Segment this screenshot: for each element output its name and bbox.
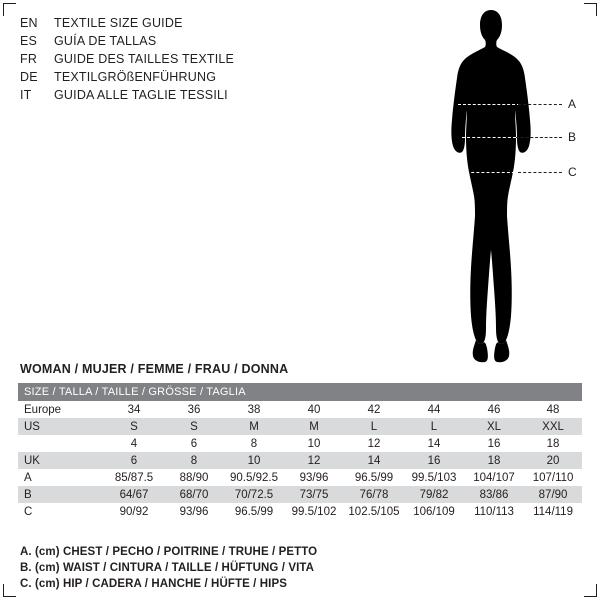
measure-label-c: C xyxy=(568,165,577,179)
table-row xyxy=(18,486,582,503)
legend-note-a: A. (cm) CHEST / PECHO / POITRINE / TRUHE / PETTO xyxy=(20,546,318,558)
cell: 64/67 xyxy=(104,486,164,503)
language-text-de: TEXTILGRÖßENFÜHRUNG xyxy=(54,70,217,84)
language-row-it xyxy=(20,86,320,104)
language-code-fr: FR xyxy=(20,52,38,66)
row-label: Europe xyxy=(18,401,104,418)
cell: 99.5/103 xyxy=(404,469,464,486)
language-text-es: GUÍA DE TALLAS xyxy=(54,34,157,48)
table-row xyxy=(18,435,582,452)
row-label: A xyxy=(18,469,104,486)
row-label: UK xyxy=(18,452,104,469)
table-header-row xyxy=(18,383,582,401)
cell: S xyxy=(104,418,164,435)
corner-mark-bottom-left xyxy=(3,584,16,597)
language-title-list xyxy=(20,14,320,104)
language-code-en: EN xyxy=(20,16,38,30)
cell: L xyxy=(344,418,404,435)
cell: 102.5/105 xyxy=(344,503,404,520)
corner-mark-top-left xyxy=(3,3,16,16)
cell: 40 xyxy=(284,401,344,418)
cell: 8 xyxy=(164,452,224,469)
hip-measure-line xyxy=(456,172,520,173)
table-row xyxy=(18,452,582,469)
cell: 12 xyxy=(284,452,344,469)
cell: 16 xyxy=(404,452,464,469)
table-header-label: SIZE / TALLA / TAILLE / GRÖSSE / TAGLIA xyxy=(18,383,582,401)
cell: 68/70 xyxy=(164,486,224,503)
cell: 46 xyxy=(464,401,524,418)
cell: 79/82 xyxy=(404,486,464,503)
cell: 96.5/99 xyxy=(224,503,284,520)
cell: 4 xyxy=(104,435,164,452)
cell: 114/119 xyxy=(524,503,582,520)
cell: 87/90 xyxy=(524,486,582,503)
measure-label-a: A xyxy=(568,97,577,111)
cell: 106/109 xyxy=(404,503,464,520)
cell: 76/78 xyxy=(344,486,404,503)
measure-label-b: B xyxy=(568,130,577,144)
cell: 16 xyxy=(464,435,524,452)
cell: 83/86 xyxy=(464,486,524,503)
cell: 18 xyxy=(524,435,582,452)
cell: S xyxy=(164,418,224,435)
cell: 12 xyxy=(344,435,404,452)
row-label xyxy=(18,435,104,452)
cell: 8 xyxy=(224,435,284,452)
cell: 73/75 xyxy=(284,486,344,503)
cell: 88/90 xyxy=(164,469,224,486)
cell: M xyxy=(224,418,284,435)
row-label: US xyxy=(18,418,104,435)
cell: 107/110 xyxy=(524,469,582,486)
cell: 6 xyxy=(164,435,224,452)
cell: 6 xyxy=(104,452,164,469)
cell: 10 xyxy=(224,452,284,469)
cell: XXL xyxy=(524,418,582,435)
language-row-en xyxy=(20,14,320,32)
cell: 70/72.5 xyxy=(224,486,284,503)
cell: 20 xyxy=(524,452,582,469)
legend-note-c: C. (cm) HIP / CADERA / HANCHE / HÜFTE / HIPS xyxy=(20,578,288,590)
language-row-de xyxy=(20,68,320,86)
cell: L xyxy=(404,418,464,435)
section-heading-woman: WOMAN / MUJER / FEMME / FRAU / DONNA xyxy=(20,362,289,376)
table-row xyxy=(18,503,582,520)
language-row-fr xyxy=(20,50,320,68)
row-label: C xyxy=(18,503,104,520)
row-label: B xyxy=(18,486,104,503)
cell: 104/107 xyxy=(464,469,524,486)
cell: 38 xyxy=(224,401,284,418)
language-text-en: TEXTILE SIZE GUIDE xyxy=(54,16,183,30)
cell: 18 xyxy=(464,452,524,469)
language-row-es xyxy=(20,32,320,50)
language-text-it: GUIDA ALLE TAGLIE TESSILI xyxy=(54,88,228,102)
female-silhouette-icon xyxy=(436,6,546,376)
cell: 48 xyxy=(524,401,582,418)
cell: 96.5/99 xyxy=(344,469,404,486)
size-table xyxy=(18,383,582,520)
cell: 44 xyxy=(404,401,464,418)
cell: 36 xyxy=(164,401,224,418)
cell: 85/87.5 xyxy=(104,469,164,486)
cell: 93/96 xyxy=(284,469,344,486)
cell: 90.5/92.5 xyxy=(224,469,284,486)
language-code-de: DE xyxy=(20,70,38,84)
waist-leader-line xyxy=(516,137,562,138)
hip-leader-line xyxy=(518,172,562,173)
cell: 14 xyxy=(344,452,404,469)
cell: 34 xyxy=(104,401,164,418)
cell: 90/92 xyxy=(104,503,164,520)
cell: 110/113 xyxy=(464,503,524,520)
cell: 99.5/102 xyxy=(284,503,344,520)
language-code-it: IT xyxy=(20,88,32,102)
cell: 10 xyxy=(284,435,344,452)
cell: XL xyxy=(464,418,524,435)
table-row xyxy=(18,401,582,418)
legend-note-b: B. (cm) WAIST / CINTURA / TAILLE / HÜFTUNG / VITA xyxy=(20,562,315,574)
corner-mark-bottom-right xyxy=(584,584,597,597)
cell: 93/96 xyxy=(164,503,224,520)
measurement-legend xyxy=(20,544,440,592)
waist-measure-line xyxy=(462,137,516,138)
chest-leader-line xyxy=(518,104,562,105)
chest-measure-line xyxy=(458,104,520,105)
cell: 42 xyxy=(344,401,404,418)
cell: M xyxy=(284,418,344,435)
table-row xyxy=(18,469,582,486)
female-body-figure xyxy=(400,6,600,376)
language-code-es: ES xyxy=(20,34,38,48)
language-text-fr: GUIDE DES TAILLES TEXTILE xyxy=(54,52,235,66)
table-row xyxy=(18,418,582,435)
cell: 14 xyxy=(404,435,464,452)
